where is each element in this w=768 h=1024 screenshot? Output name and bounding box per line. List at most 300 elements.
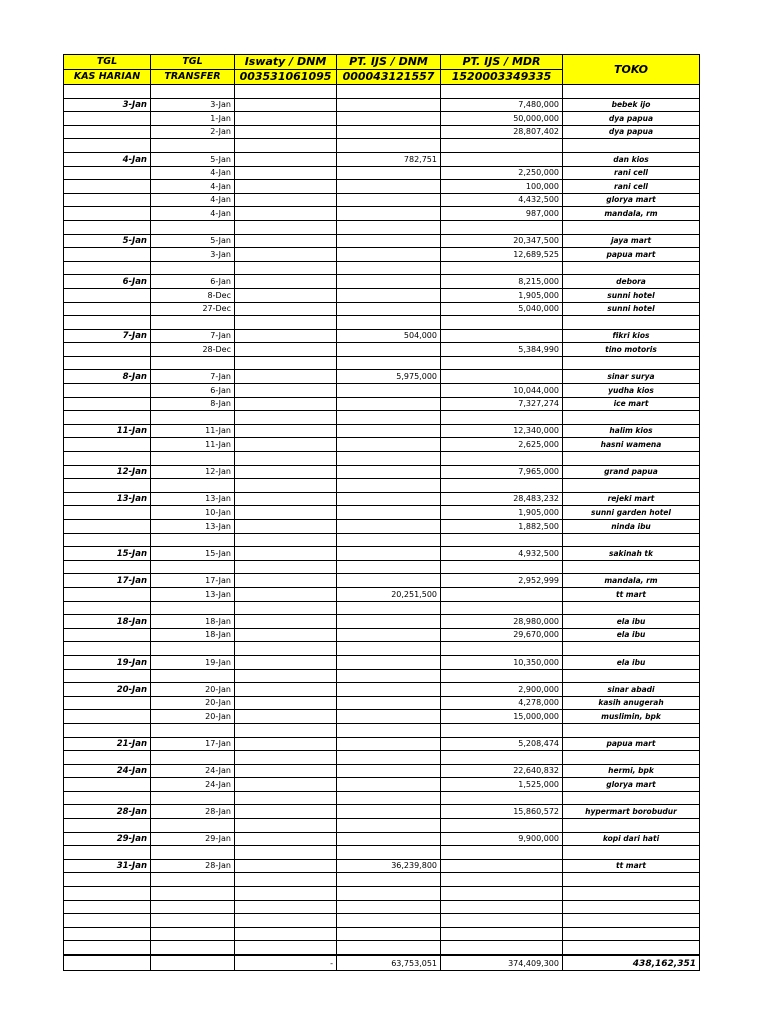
iswaty-amount-cell: [235, 180, 337, 194]
iswaty-amount-cell: [235, 411, 337, 425]
tgl-transfer-cell: 5-Jan: [151, 152, 235, 166]
table-row: [64, 819, 700, 833]
iswaty-amount-cell: [235, 316, 337, 330]
ijs-mdr-amount-cell: 4,932,500: [441, 547, 563, 561]
iswaty-amount-cell: [235, 601, 337, 615]
toko-cell: [563, 669, 700, 683]
tgl-transfer-cell: [151, 723, 235, 737]
ijs-dnm-amount-cell: [337, 547, 441, 561]
toko-cell: debora: [563, 275, 700, 289]
iswaty-amount-cell: [235, 248, 337, 262]
ijs-mdr-amount-cell: 7,965,000: [441, 465, 563, 479]
tgl-kas-harian-cell: [64, 207, 151, 221]
tgl-transfer-cell: 12-Jan: [151, 465, 235, 479]
tgl-transfer-cell: [151, 533, 235, 547]
tgl-kas-harian-cell: [64, 791, 151, 805]
ijs-mdr-amount-cell: 5,208,474: [441, 737, 563, 751]
table-row: [64, 316, 700, 330]
ijs-dnm-amount-cell: 5,975,000: [337, 370, 441, 384]
ijs-dnm-amount-cell: [337, 180, 441, 194]
tgl-transfer-cell: [151, 873, 235, 887]
ijs-dnm-amount-cell: [337, 696, 441, 710]
tgl-kas-harian-cell: [64, 479, 151, 493]
ijs-mdr-amount-cell: 1,905,000: [441, 288, 563, 302]
ijs-mdr-amount-cell: 50,000,000: [441, 112, 563, 126]
kas-harian-table: [63, 54, 700, 971]
ijs-mdr-amount-cell: [441, 220, 563, 234]
tgl-transfer-cell: [151, 479, 235, 493]
table-row: [64, 696, 700, 710]
table-row: [64, 356, 700, 370]
iswaty-amount-cell: [235, 302, 337, 316]
toko-cell: rani cell: [563, 180, 700, 194]
toko-cell: [563, 220, 700, 234]
tgl-kas-harian-cell: [64, 302, 151, 316]
toko-cell: dan kios: [563, 152, 700, 166]
ijs-mdr-amount-cell: [441, 533, 563, 547]
iswaty-amount-cell: [235, 819, 337, 833]
iswaty-amount-cell: [235, 764, 337, 778]
ijs-mdr-amount-cell: [441, 751, 563, 765]
iswaty-amount-cell: [235, 737, 337, 751]
ijs-mdr-amount-cell: [441, 329, 563, 343]
toko-cell: hasni wamena: [563, 438, 700, 452]
tgl-kas-harian-cell: [64, 384, 151, 398]
ijs-mdr-amount-cell: [441, 669, 563, 683]
tgl-kas-harian-cell: [64, 914, 151, 928]
ijs-dnm-amount-cell: [337, 248, 441, 262]
header-tgl-transfer-line1: TGL: [151, 55, 235, 70]
ijs-dnm-amount-cell: [337, 520, 441, 534]
ijs-dnm-amount-cell: [337, 166, 441, 180]
header-tgl-kas-line1: TGL: [64, 55, 151, 70]
ijs-dnm-amount-cell: [337, 791, 441, 805]
ijs-mdr-amount-cell: 8,215,000: [441, 275, 563, 289]
toko-cell: [563, 642, 700, 656]
toko-cell: bebek ijo: [563, 98, 700, 112]
tgl-transfer-cell: 13-Jan: [151, 492, 235, 506]
tgl-transfer-cell: [151, 941, 235, 955]
table-row: [64, 587, 700, 601]
toko-cell: [563, 900, 700, 914]
toko-cell: [563, 560, 700, 574]
ijs-dnm-amount-cell: [337, 479, 441, 493]
table-row: [64, 642, 700, 656]
tgl-transfer-cell: 7-Jan: [151, 370, 235, 384]
iswaty-amount-cell: [235, 696, 337, 710]
tgl-transfer-cell: 6-Jan: [151, 384, 235, 398]
table-row: [64, 397, 700, 411]
ijs-mdr-amount-cell: [441, 927, 563, 941]
table-row: [64, 655, 700, 669]
ijs-mdr-amount-cell: 2,952,999: [441, 574, 563, 588]
toko-cell: sakinah tk: [563, 547, 700, 561]
tgl-kas-harian-cell: [64, 288, 151, 302]
tgl-kas-harian-cell: [64, 166, 151, 180]
toko-cell: kopi dari hati: [563, 832, 700, 846]
ijs-dnm-amount-cell: [337, 452, 441, 466]
toko-cell: [563, 751, 700, 765]
toko-cell: mandala, rm: [563, 207, 700, 221]
table-row: [64, 438, 700, 452]
ijs-mdr-amount-cell: [441, 452, 563, 466]
iswaty-amount-cell: [235, 329, 337, 343]
toko-cell: [563, 914, 700, 928]
iswaty-amount-cell: [235, 465, 337, 479]
ijs-dnm-amount-cell: [337, 628, 441, 642]
ijs-dnm-amount-cell: [337, 642, 441, 656]
tgl-kas-harian-cell: [64, 819, 151, 833]
header-ijs-mdr-line1: PT. IJS / MDR: [441, 55, 563, 70]
table-row: [64, 465, 700, 479]
total-iswaty: -: [235, 955, 337, 971]
tgl-kas-harian-cell: 13-Jan: [64, 492, 151, 506]
iswaty-amount-cell: [235, 941, 337, 955]
iswaty-amount-cell: [235, 615, 337, 629]
ijs-mdr-amount-cell: 15,860,572: [441, 805, 563, 819]
ijs-dnm-amount-cell: [337, 85, 441, 99]
toko-cell: fikri kios: [563, 329, 700, 343]
table-row: [64, 329, 700, 343]
ijs-mdr-amount-cell: [441, 261, 563, 275]
iswaty-amount-cell: [235, 587, 337, 601]
toko-cell: glorya mart: [563, 193, 700, 207]
tgl-transfer-cell: 4-Jan: [151, 207, 235, 221]
table-row: [64, 887, 700, 901]
toko-cell: [563, 601, 700, 615]
ijs-dnm-amount-cell: 782,751: [337, 152, 441, 166]
ijs-mdr-amount-cell: 10,044,000: [441, 384, 563, 398]
tgl-kas-harian-cell: [64, 696, 151, 710]
table-row: [64, 900, 700, 914]
table-row: [64, 601, 700, 615]
ijs-mdr-amount-cell: 5,040,000: [441, 302, 563, 316]
tgl-kas-harian-cell: [64, 887, 151, 901]
toko-cell: glorya mart: [563, 778, 700, 792]
ijs-dnm-amount-cell: [337, 927, 441, 941]
iswaty-amount-cell: [235, 261, 337, 275]
tgl-transfer-cell: [151, 411, 235, 425]
tgl-kas-harian-cell: 15-Jan: [64, 547, 151, 561]
header-ijs-dnm-account: 000043121557: [337, 70, 441, 85]
ijs-dnm-amount-cell: [337, 193, 441, 207]
tgl-kas-harian-cell: 28-Jan: [64, 805, 151, 819]
tgl-transfer-cell: [151, 220, 235, 234]
ijs-mdr-amount-cell: 5,384,990: [441, 343, 563, 357]
ijs-dnm-amount-cell: [337, 683, 441, 697]
iswaty-amount-cell: [235, 288, 337, 302]
ijs-mdr-amount-cell: 29,670,000: [441, 628, 563, 642]
iswaty-amount-cell: [235, 506, 337, 520]
tgl-transfer-cell: 28-Jan: [151, 859, 235, 873]
tgl-transfer-cell: [151, 316, 235, 330]
toko-cell: yudha kios: [563, 384, 700, 398]
tgl-kas-harian-cell: 17-Jan: [64, 574, 151, 588]
table-row: [64, 180, 700, 194]
ijs-mdr-amount-cell: [441, 152, 563, 166]
ijs-mdr-amount-cell: [441, 791, 563, 805]
iswaty-amount-cell: [235, 234, 337, 248]
ijs-mdr-amount-cell: 7,327,274: [441, 397, 563, 411]
ijs-mdr-amount-cell: 7,480,000: [441, 98, 563, 112]
table-row: [64, 492, 700, 506]
ijs-dnm-amount-cell: [337, 98, 441, 112]
toko-cell: tino motoris: [563, 343, 700, 357]
table-row: [64, 615, 700, 629]
iswaty-amount-cell: [235, 628, 337, 642]
ijs-dnm-amount-cell: [337, 438, 441, 452]
tgl-kas-harian-cell: [64, 506, 151, 520]
tgl-kas-harian-cell: [64, 411, 151, 425]
iswaty-amount-cell: [235, 778, 337, 792]
header-ijs-mdr-account: 1520003349335: [441, 70, 563, 85]
tgl-kas-harian-cell: [64, 452, 151, 466]
tgl-kas-harian-cell: [64, 343, 151, 357]
ijs-mdr-amount-cell: [441, 139, 563, 153]
tgl-transfer-cell: [151, 85, 235, 99]
tgl-transfer-cell: 4-Jan: [151, 180, 235, 194]
ijs-dnm-amount-cell: [337, 220, 441, 234]
toko-cell: [563, 927, 700, 941]
toko-cell: [563, 819, 700, 833]
table-row: [64, 85, 700, 99]
tgl-kas-harian-cell: 29-Jan: [64, 832, 151, 846]
total-cell-empty-1: [64, 955, 151, 971]
tgl-transfer-cell: 27-Dec: [151, 302, 235, 316]
ijs-mdr-amount-cell: [441, 819, 563, 833]
ijs-dnm-amount-cell: [337, 737, 441, 751]
header-ijs-dnm-line1: PT. IJS / DNM: [337, 55, 441, 70]
tgl-kas-harian-cell: 18-Jan: [64, 615, 151, 629]
tgl-kas-harian-cell: 24-Jan: [64, 764, 151, 778]
toko-cell: [563, 479, 700, 493]
ijs-mdr-amount-cell: [441, 859, 563, 873]
table-row: [64, 723, 700, 737]
tgl-kas-harian-cell: [64, 193, 151, 207]
ijs-mdr-amount-cell: [441, 887, 563, 901]
ijs-mdr-amount-cell: [441, 411, 563, 425]
table-row: [64, 234, 700, 248]
toko-cell: sunni hotel: [563, 302, 700, 316]
iswaty-amount-cell: [235, 710, 337, 724]
tgl-kas-harian-cell: [64, 873, 151, 887]
ijs-mdr-amount-cell: 20,347,500: [441, 234, 563, 248]
table-row: [64, 710, 700, 724]
ijs-dnm-amount-cell: [337, 574, 441, 588]
ijs-dnm-amount-cell: [337, 397, 441, 411]
tgl-kas-harian-cell: [64, 438, 151, 452]
toko-cell: [563, 887, 700, 901]
table-row: [64, 220, 700, 234]
ijs-dnm-amount-cell: [337, 751, 441, 765]
tgl-transfer-cell: 20-Jan: [151, 710, 235, 724]
tgl-kas-harian-cell: 31-Jan: [64, 859, 151, 873]
ijs-dnm-amount-cell: [337, 125, 441, 139]
ijs-dnm-amount-cell: [337, 832, 441, 846]
tgl-transfer-cell: 3-Jan: [151, 98, 235, 112]
table-row: [64, 683, 700, 697]
tgl-transfer-cell: 29-Jan: [151, 832, 235, 846]
ijs-dnm-amount-cell: [337, 261, 441, 275]
iswaty-amount-cell: [235, 356, 337, 370]
table-row: [64, 533, 700, 547]
toko-cell: [563, 316, 700, 330]
iswaty-amount-cell: [235, 98, 337, 112]
tgl-transfer-cell: [151, 642, 235, 656]
ijs-mdr-amount-cell: [441, 85, 563, 99]
table-row: [64, 207, 700, 221]
iswaty-amount-cell: [235, 751, 337, 765]
toko-cell: hermi, bpk: [563, 764, 700, 778]
header-iswaty-line1: Iswaty / DNM: [235, 55, 337, 70]
iswaty-amount-cell: [235, 139, 337, 153]
ijs-mdr-amount-cell: 28,980,000: [441, 615, 563, 629]
tgl-transfer-cell: 6-Jan: [151, 275, 235, 289]
table-row: [64, 791, 700, 805]
ijs-dnm-amount-cell: [337, 411, 441, 425]
tgl-transfer-cell: 13-Jan: [151, 520, 235, 534]
tgl-kas-harian-cell: [64, 397, 151, 411]
tgl-kas-harian-cell: 19-Jan: [64, 655, 151, 669]
table-row: [64, 560, 700, 574]
ijs-dnm-amount-cell: [337, 710, 441, 724]
tgl-transfer-cell: 24-Jan: [151, 778, 235, 792]
toko-cell: ninda ibu: [563, 520, 700, 534]
table-row: [64, 859, 700, 873]
toko-cell: kasih anugerah: [563, 696, 700, 710]
iswaty-amount-cell: [235, 723, 337, 737]
table-row: [64, 275, 700, 289]
table-row: [64, 764, 700, 778]
tgl-transfer-cell: [151, 927, 235, 941]
tgl-transfer-cell: 11-Jan: [151, 424, 235, 438]
table-row: [64, 506, 700, 520]
ijs-dnm-amount-cell: [337, 316, 441, 330]
ijs-dnm-amount-cell: [337, 846, 441, 860]
ijs-dnm-amount-cell: [337, 112, 441, 126]
ijs-dnm-amount-cell: [337, 655, 441, 669]
toko-cell: ela ibu: [563, 655, 700, 669]
ijs-dnm-amount-cell: [337, 506, 441, 520]
toko-cell: papua mart: [563, 737, 700, 751]
toko-cell: [563, 723, 700, 737]
tgl-transfer-cell: 20-Jan: [151, 683, 235, 697]
tgl-transfer-cell: 1-Jan: [151, 112, 235, 126]
ijs-mdr-amount-cell: 1,525,000: [441, 778, 563, 792]
iswaty-amount-cell: [235, 846, 337, 860]
table-row: [64, 411, 700, 425]
tgl-kas-harian-cell: [64, 139, 151, 153]
ijs-dnm-amount-cell: [337, 873, 441, 887]
ijs-dnm-amount-cell: [337, 492, 441, 506]
tgl-kas-harian-cell: [64, 112, 151, 126]
tgl-kas-harian-cell: 6-Jan: [64, 275, 151, 289]
iswaty-amount-cell: [235, 791, 337, 805]
table-row: [64, 424, 700, 438]
ijs-dnm-amount-cell: [337, 819, 441, 833]
ijs-dnm-amount-cell: [337, 900, 441, 914]
iswaty-amount-cell: [235, 547, 337, 561]
tgl-transfer-cell: [151, 261, 235, 275]
iswaty-amount-cell: [235, 152, 337, 166]
toko-cell: [563, 411, 700, 425]
iswaty-amount-cell: [235, 873, 337, 887]
iswaty-amount-cell: [235, 452, 337, 466]
tgl-transfer-cell: 17-Jan: [151, 574, 235, 588]
toko-cell: tt mart: [563, 587, 700, 601]
tgl-transfer-cell: 18-Jan: [151, 628, 235, 642]
tgl-kas-harian-cell: [64, 941, 151, 955]
ijs-mdr-amount-cell: 2,900,000: [441, 683, 563, 697]
ijs-mdr-amount-cell: 4,432,500: [441, 193, 563, 207]
iswaty-amount-cell: [235, 669, 337, 683]
tgl-transfer-cell: 15-Jan: [151, 547, 235, 561]
tgl-kas-harian-cell: [64, 180, 151, 194]
iswaty-amount-cell: [235, 533, 337, 547]
ijs-mdr-amount-cell: 1,882,500: [441, 520, 563, 534]
ijs-dnm-amount-cell: [337, 139, 441, 153]
tgl-transfer-cell: 8-Jan: [151, 397, 235, 411]
tgl-kas-harian-cell: [64, 125, 151, 139]
ijs-mdr-amount-cell: 4,278,000: [441, 696, 563, 710]
table-row: [64, 669, 700, 683]
tgl-kas-harian-cell: 8-Jan: [64, 370, 151, 384]
ijs-mdr-amount-cell: [441, 370, 563, 384]
header-row-1: [64, 55, 700, 70]
iswaty-amount-cell: [235, 424, 337, 438]
ijs-mdr-amount-cell: [441, 587, 563, 601]
iswaty-amount-cell: [235, 112, 337, 126]
tgl-transfer-cell: [151, 751, 235, 765]
iswaty-amount-cell: [235, 900, 337, 914]
iswaty-amount-cell: [235, 655, 337, 669]
table-row: [64, 927, 700, 941]
totals-row: [64, 955, 700, 971]
tgl-kas-harian-cell: [64, 560, 151, 574]
iswaty-amount-cell: [235, 384, 337, 398]
tgl-transfer-cell: [151, 791, 235, 805]
iswaty-amount-cell: [235, 927, 337, 941]
tgl-kas-harian-cell: [64, 587, 151, 601]
ijs-mdr-amount-cell: [441, 479, 563, 493]
toko-cell: mandala, rm: [563, 574, 700, 588]
toko-cell: ice mart: [563, 397, 700, 411]
tgl-transfer-cell: 20-Jan: [151, 696, 235, 710]
ijs-mdr-amount-cell: 987,000: [441, 207, 563, 221]
ijs-dnm-amount-cell: 504,000: [337, 329, 441, 343]
ijs-mdr-amount-cell: [441, 900, 563, 914]
iswaty-amount-cell: [235, 914, 337, 928]
tgl-transfer-cell: 17-Jan: [151, 737, 235, 751]
ijs-dnm-amount-cell: [337, 275, 441, 289]
table-row: [64, 873, 700, 887]
tgl-transfer-cell: [151, 452, 235, 466]
iswaty-amount-cell: [235, 560, 337, 574]
tgl-kas-harian-cell: [64, 669, 151, 683]
tgl-kas-harian-cell: [64, 846, 151, 860]
table-row: [64, 520, 700, 534]
table-row: [64, 125, 700, 139]
toko-cell: [563, 791, 700, 805]
iswaty-amount-cell: [235, 520, 337, 534]
tgl-kas-harian-cell: [64, 927, 151, 941]
table-row: [64, 805, 700, 819]
tgl-transfer-cell: 4-Jan: [151, 193, 235, 207]
ijs-mdr-amount-cell: 15,000,000: [441, 710, 563, 724]
toko-cell: sunni hotel: [563, 288, 700, 302]
tgl-transfer-cell: [151, 914, 235, 928]
ijs-mdr-amount-cell: [441, 941, 563, 955]
